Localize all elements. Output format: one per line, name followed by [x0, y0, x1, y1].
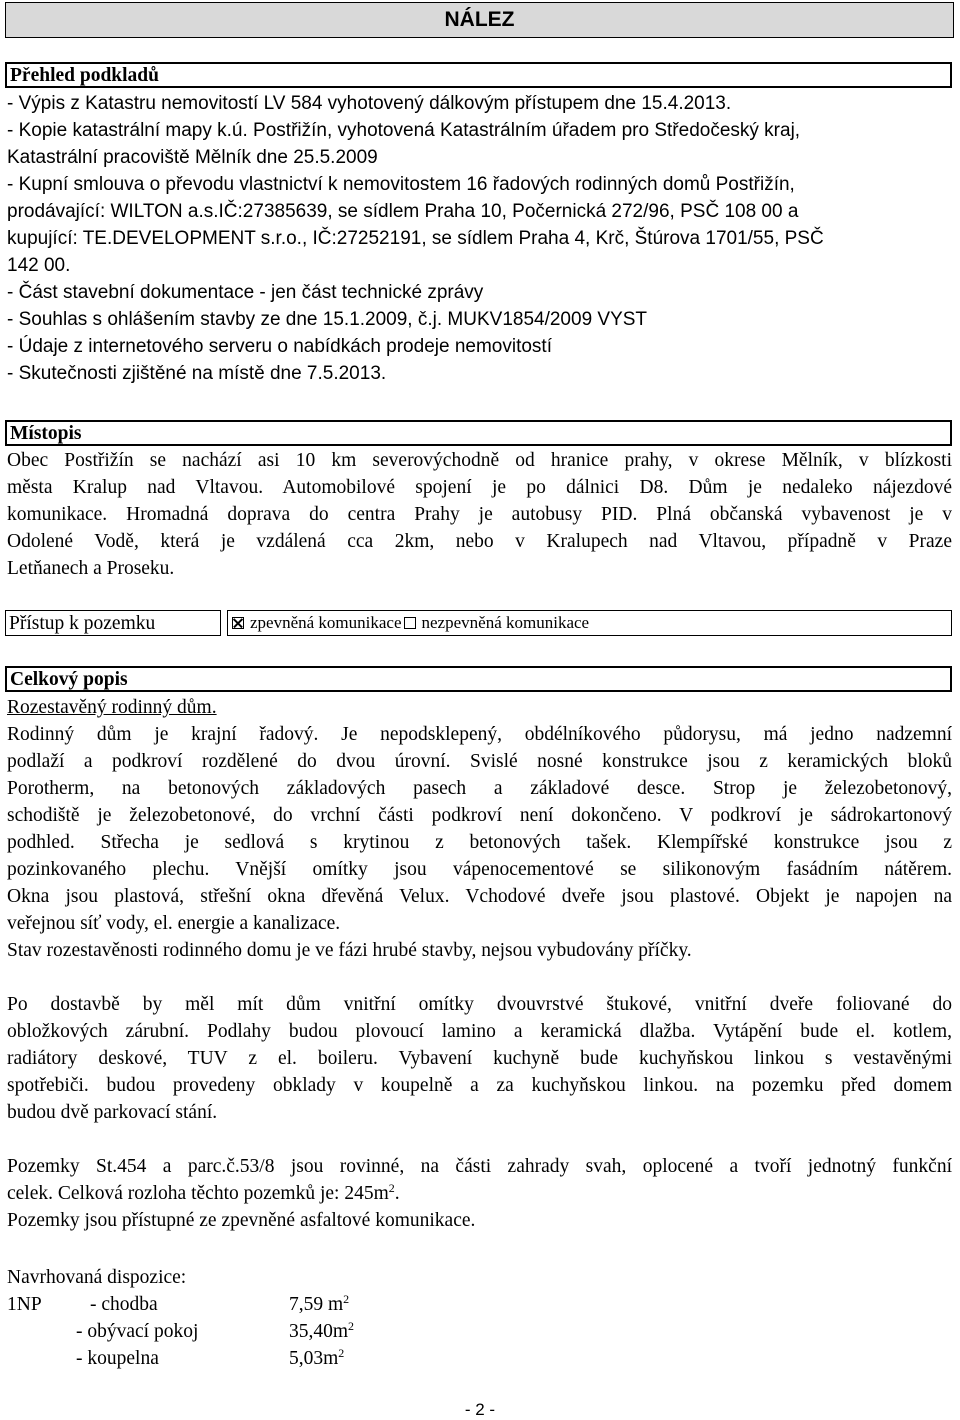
popis-line: spotřebiči. budou provedeny obklady v koupelně a za kuchyňskou linkou. na pozemku před domem [7, 1075, 952, 1096]
prehled-line: - Údaje z internetového serveru o nabídkách prodeje nemovitostí [7, 336, 552, 357]
popis-line: Stav rozestavěnosti rodinného domu je ve fázi hrubé stavby, nejsou vybudovány příčky. [7, 940, 692, 961]
prehled-line: - Výpis z Katastru nemovitostí LV 584 vyhotovený dálkovým přístupem dne 15.4.2013. [7, 93, 732, 114]
popis-line: Pozemky jsou přístupné ze zpevněné asfaltové komunikace. [7, 1210, 476, 1231]
celkovy-popis-body [7, 694, 952, 1234]
popis-line: veřejnou síť vody, el. energie a kanalizace. [7, 913, 341, 934]
mistopis-line: Obec Postřižín se nachází asi 10 km severovýchodně od hranice prahy, v okrese Mělník, v blízkosti [7, 450, 952, 471]
dispozice-block [7, 1264, 355, 1372]
mistopis-line: Letňanech a Proseku. [7, 558, 175, 579]
access-option-paved: zpevněná komunikace [250, 613, 402, 632]
prehled-line: prodávající: WILTON a.s.IČ:27385639, se sídlem Praha 10, Počernická 272/96, PSČ 108 00 a [7, 201, 799, 222]
dispozice-row [7, 1291, 350, 1318]
popis-line: Porotherm, na betonových základových pasech a základové desce. Strop je železobetonový, [7, 778, 952, 799]
prehled-line: 142 00. [7, 255, 71, 276]
prehled-line: - Část stavební dokumentace - jen část technické zprávy [7, 282, 484, 303]
room-name: - koupelna [76, 1348, 159, 1369]
checked-box-icon[interactable] [232, 617, 244, 629]
prehled-line: Katastrální pracoviště Mělník dne 25.5.2009 [7, 147, 378, 168]
section-heading-mistopis: Místopis [5, 420, 952, 446]
page-number: - 2 - [464, 1400, 496, 1419]
popis-line: Po dostavbě by měl mít dům vnitřní omítky dvouvrstvé štukové, vnitřní dveře foliované do [7, 994, 952, 1015]
prehled-line: kupující: TE.DEVELOPMENT s.r.o., IČ:27252191, se sídlem Praha 4, Krč, Štúrova 1701/55, PSČ [7, 228, 824, 249]
mistopis-line: města Kralup nad Vltavou. Automobilové spojení je po dálnici D8. Dům je nedaleko nájezdové [7, 477, 952, 498]
popis-line: obložkových zárubní. Podlahy budou plovoucí lamino a keramická dlažba. Vytápění bude el. kotlem, [7, 1021, 952, 1042]
prehled-list [7, 90, 952, 387]
document-title: NÁLEZ [5, 2, 954, 38]
room-area: $35,40m^2$ [289, 1319, 355, 1342]
access-label: Přístup k pozemku [5, 610, 221, 636]
access-option-unpaved: nezpevněná komunikace [421, 613, 590, 632]
room-name: - chodba [90, 1294, 158, 1315]
popis-line: pozinkovaného plechu. Vnější omítky jsou vápenocementové se silikonovým fasádním nátěrem. [7, 859, 952, 880]
room-name: - obývací pokoj [76, 1321, 199, 1342]
mistopis-paragraph [7, 447, 952, 582]
mistopis-line: Odolené Vodě, která je vzdálená cca 2km, nebo v Kralupech nad Vltavou, případně v Praze [7, 531, 952, 552]
dispozice-heading: Navrhovaná dispozice: [7, 1267, 187, 1288]
section-heading-celkovy-popis: Celkový popis [5, 666, 952, 692]
floor-label: 1NP [7, 1294, 42, 1315]
popis-line: podhled. Střecha je sedlová s krytinou z betonových tašek. Klempířské konstrukce jsou z [7, 832, 952, 853]
mistopis-line: komunikace. Hromadná doprava do centra Prahy je autobusy PID. Plná občanská vybavenost je v [7, 504, 952, 525]
popis-line: radiátory deskové, TUV z el. boileru. Vybavení kuchyně bude kuchyňskou linkou s vestavěnými [7, 1048, 952, 1069]
dispozice-row [7, 1345, 345, 1372]
room-area: 7,59 $m^2$ [289, 1292, 350, 1315]
celkovy-popis-subheading: Rozestavěný rodinný dům. [7, 697, 217, 718]
prehled-line: - Souhlas s ohlášením stavby ze dne 15.1.2009, č.j. MUKV1854/2009 VYST [7, 309, 648, 330]
popis-line: Pozemky St.454 a parc.č.53/8 jsou rovinné, na části zahrady svah, oplocené a tvoří jednotný funkční [7, 1156, 952, 1177]
popis-line: schodiště je železobetonové, do vrchní části podkroví není dokončeno. V podkroví je sádrokartonový [7, 805, 952, 826]
popis-line: celek. Celková rozloha těchto pozemků je: $245m^2$. [7, 1181, 400, 1204]
popis-line: Rodinný dům je krajní řadový. Je nepodsklepený, obdélníkového půdorysu, má jedno nadzemní [7, 724, 952, 745]
popis-line: Okna jsou plastová, střešní okna dřevěná Velux. Vchodové dveře jsou plastové. Objekt je napojen na [7, 886, 952, 907]
section-heading-prehled: Přehled podkladů [5, 62, 952, 88]
room-area: $5,03m^2$ [289, 1346, 345, 1369]
access-options [227, 610, 952, 636]
empty-box-icon[interactable] [404, 617, 416, 629]
prehled-line: - Skutečnosti zjištěné na místě dne 7.5.2013. [7, 363, 387, 384]
prehled-line: - Kopie katastrální mapy k.ú. Postřižín, vyhotovená Katastrálním úřadem pro Středočeský kraj, [7, 120, 801, 141]
prehled-line: - Kupní smlouva o převodu vlastnictví k nemovitostem 16 řadových rodinných domů Postřižín, [7, 174, 795, 195]
dispozice-row [7, 1318, 355, 1345]
popis-line: budou dvě parkovací stání. [7, 1102, 218, 1123]
popis-line: podlaží a podkroví rozdělené do dvou úrovní. Svislé nosné konstrukce jsou z keramických bloků [7, 751, 952, 772]
